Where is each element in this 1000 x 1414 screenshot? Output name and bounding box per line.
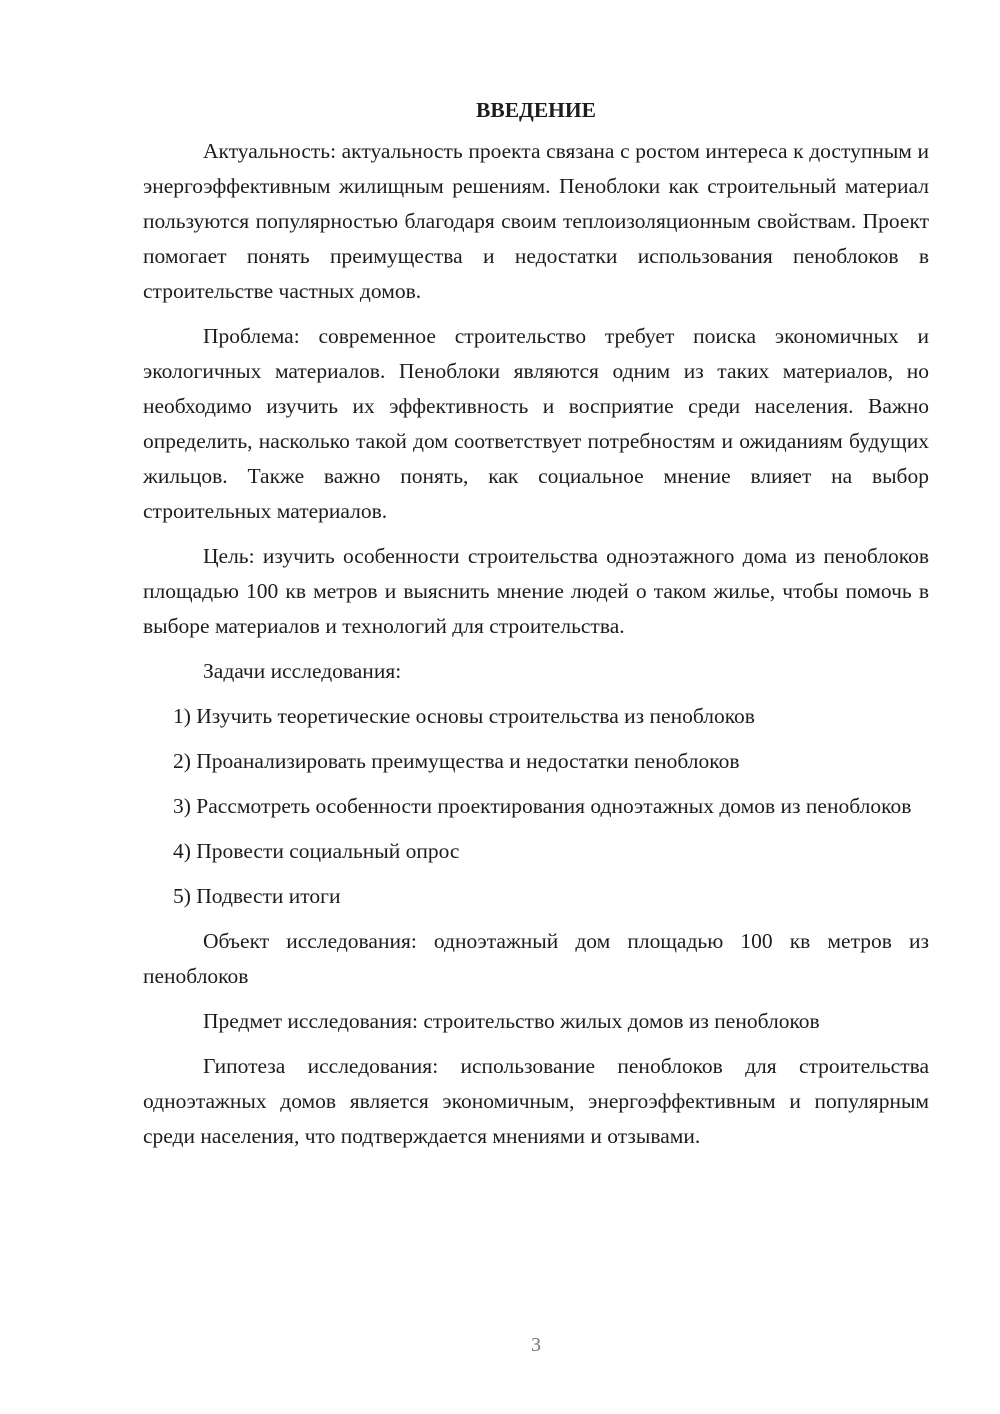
paragraph-relevance: Актуальность: актуальность проекта связана с ростом интереса к доступным и энергоэффективным жилищным решениям. Пеноблоки как строительный материал пользуются популярностью благодаря своим теплоизоляционным свойствам. Проект помогает понять преимущества и недостатки использования пеноблоков в строительстве частных домов. [143,139,929,303]
task-item-5: 5) Подвести итоги [173,884,341,908]
task-item-3: 3) Рассмотреть особенности проектирования одноэтажных домов из пеноблоков [173,794,912,818]
paragraph-subject: Предмет исследования: строительство жилых домов из пеноблоков [203,1009,820,1033]
task-item-4: 4) Провести социальный опрос [173,839,460,863]
tasks-heading: Задачи исследования: [203,659,402,683]
paragraph-goal: Цель: изучить особенности строительства одноэтажного дома из пеноблоков площадью 100 кв метров и выяснить мнение людей о таком жилье, чтобы помочь в выборе материалов и технологий для строительства. [143,544,929,638]
page-title: ВВЕДЕНИЕ [476,98,596,122]
document-body [143,93,929,1164]
page-number: 3 [531,1334,541,1356]
paragraph-problem: Проблема: современное строительство требует поиска экономичных и экологичных материалов. Пеноблоки являются одним из таких материалов, но необходимо изучить их эффективность и восприятие среди населения. Важно определить, насколько такой дом соответствует потребностям и ожиданиям будущих жильцов. Также важно понять, как социальное мнение влияет на выбор строительных материалов. [143,324,929,523]
paragraph-hypothesis: Гипотеза исследования: использование пеноблоков для строительства одноэтажных домов является экономичным, энергоэффективным и популярным среди населения, что подтверждается мнениями и отзывами. [143,1054,929,1148]
task-item-1: 1) Изучить теоретические основы строительства из пеноблоков [173,704,755,728]
paragraph-object: Объект исследования: одноэтажный дом площадью 100 кв метров из пеноблоков [143,929,929,988]
task-item-2: 2) Проанализировать преимущества и недостатки пеноблоков [173,749,740,773]
